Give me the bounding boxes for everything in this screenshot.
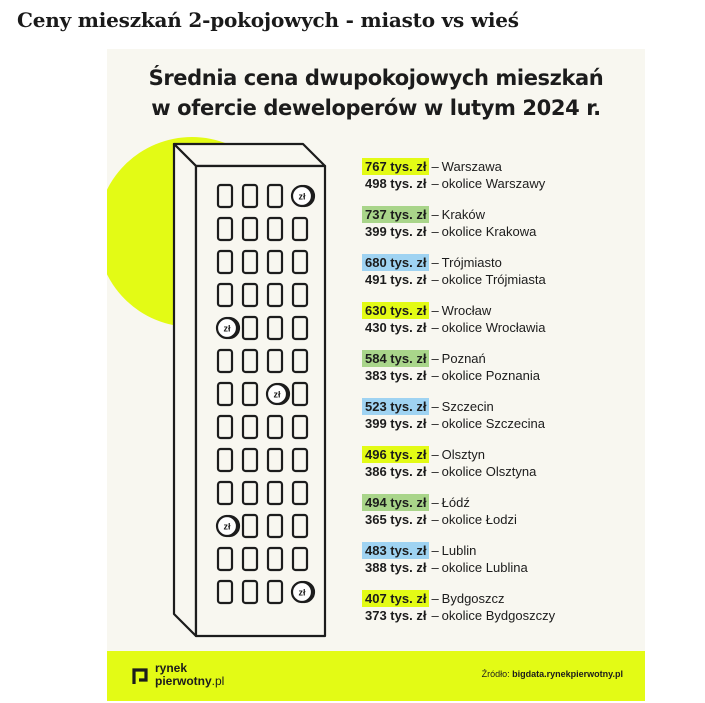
logo-line-2: pierwotny (155, 674, 212, 688)
city-price: 737 tys. zł (362, 206, 429, 223)
dash-separator: – (431, 512, 439, 527)
city-price-row (362, 206, 485, 223)
city-price: 483 tys. zł (362, 542, 429, 559)
suburb-name: okolice Poznania (441, 368, 540, 383)
city-name: Szczecin (441, 399, 494, 414)
dash-separator: – (431, 320, 439, 335)
suburb-price-row (362, 319, 545, 336)
suburb-price-row (362, 559, 528, 576)
suburb-price: 383 tys. zł (365, 368, 427, 383)
article-heading: Ceny mieszkań 2-pokojowych - miasto vs wieś (17, 8, 519, 32)
city-price-row (362, 398, 494, 415)
logo-wordmark (155, 662, 224, 688)
dash-separator: – (431, 303, 439, 318)
logo-line-1: rynek (155, 661, 188, 675)
suburb-price-row (362, 175, 545, 192)
suburb-price-row (362, 223, 536, 240)
footer-bar (107, 651, 645, 701)
city-name: Kraków (441, 207, 486, 222)
suburb-price-row (362, 271, 546, 288)
title-line-1: Średnia cena dwupokojowych mieszkań (148, 66, 604, 90)
suburb-price: 498 tys. zł (365, 176, 427, 191)
dash-separator: – (431, 416, 439, 431)
suburb-name: okolice Krakowa (441, 224, 537, 239)
suburb-price-row (362, 415, 545, 432)
city-price-row (362, 446, 485, 463)
infographic-image (107, 49, 645, 701)
city-name: Łódź (441, 495, 470, 510)
city-price: 523 tys. zł (362, 398, 429, 415)
city-name: Poznań (441, 351, 486, 366)
city-price: 584 tys. zł (362, 350, 429, 367)
dash-separator: – (431, 399, 439, 414)
city-name: Olsztyn (441, 447, 486, 462)
dash-separator: – (431, 176, 439, 191)
city-name: Warszawa (441, 159, 502, 174)
suburb-name: okolice Olsztyna (441, 464, 537, 479)
coin-label: zł (223, 521, 231, 532)
city-price-row (362, 590, 505, 607)
city-price-row (362, 302, 491, 319)
suburb-price: 386 tys. zł (365, 464, 427, 479)
suburb-price: 388 tys. zł (365, 560, 427, 575)
suburb-price-row (362, 463, 536, 480)
infographic-title (107, 63, 645, 123)
city-price: 767 tys. zł (362, 158, 429, 175)
city-price: 630 tys. zł (362, 302, 429, 319)
suburb-price: 399 tys. zł (365, 416, 427, 431)
dash-separator: – (431, 543, 439, 558)
source-note (482, 669, 623, 679)
city-price: 496 tys. zł (362, 446, 429, 463)
coin-label: zł (298, 587, 306, 598)
suburb-name: okolice Lublina (441, 560, 528, 575)
rynekpierwotny-logo-icon (131, 667, 149, 687)
coin-label: zł (298, 191, 306, 202)
dash-separator: – (431, 591, 439, 606)
city-price-row (362, 254, 502, 271)
dash-separator: – (431, 464, 439, 479)
dash-separator: – (431, 608, 439, 623)
city-price: 494 tys. zł (362, 494, 429, 511)
city-price-row (362, 494, 470, 511)
dash-separator: – (431, 447, 439, 462)
city-price-row (362, 542, 476, 559)
suburb-name: okolice Bydgoszczy (441, 608, 556, 623)
suburb-price: 399 tys. zł (365, 224, 427, 239)
city-price-row (362, 350, 486, 367)
coin-label: zł (223, 323, 231, 334)
city-name: Wrocław (441, 303, 492, 318)
suburb-price-row (362, 607, 555, 624)
dash-separator: – (431, 224, 439, 239)
dash-separator: – (431, 351, 439, 366)
suburb-name: okolice Szczecina (441, 416, 545, 431)
suburb-price: 491 tys. zł (365, 272, 427, 287)
dash-separator: – (431, 272, 439, 287)
logo-suffix: .pl (211, 674, 225, 688)
city-name: Bydgoszcz (441, 591, 505, 606)
suburb-price-row (362, 367, 540, 384)
source-label: Źródło: (481, 669, 510, 679)
suburb-name: okolice Warszawy (441, 176, 546, 191)
dash-separator: – (431, 255, 439, 270)
dash-separator: – (431, 207, 439, 222)
city-price-row (362, 158, 502, 175)
dash-separator: – (431, 159, 439, 174)
suburb-price: 430 tys. zł (365, 320, 427, 335)
suburb-price-row (362, 511, 517, 528)
suburb-name: okolice Trójmiasta (441, 272, 546, 287)
suburb-price: 373 tys. zł (365, 608, 427, 623)
suburb-price: 365 tys. zł (365, 512, 427, 527)
dash-separator: – (431, 495, 439, 510)
suburb-name: okolice Łodzi (441, 512, 517, 527)
city-name: Trójmiasto (441, 255, 502, 270)
dash-separator: – (431, 368, 439, 383)
title-line-2: w ofercie deweloperów w lutym 2024 r. (151, 96, 601, 120)
source-value: bigdata.rynekpierwotny.pl (512, 669, 623, 679)
city-name: Lublin (441, 543, 477, 558)
dash-separator: – (431, 560, 439, 575)
city-price: 407 tys. zł (362, 590, 429, 607)
coin-label: zł (273, 389, 281, 400)
city-price: 680 tys. zł (362, 254, 429, 271)
suburb-name: okolice Wrocławia (441, 320, 546, 335)
